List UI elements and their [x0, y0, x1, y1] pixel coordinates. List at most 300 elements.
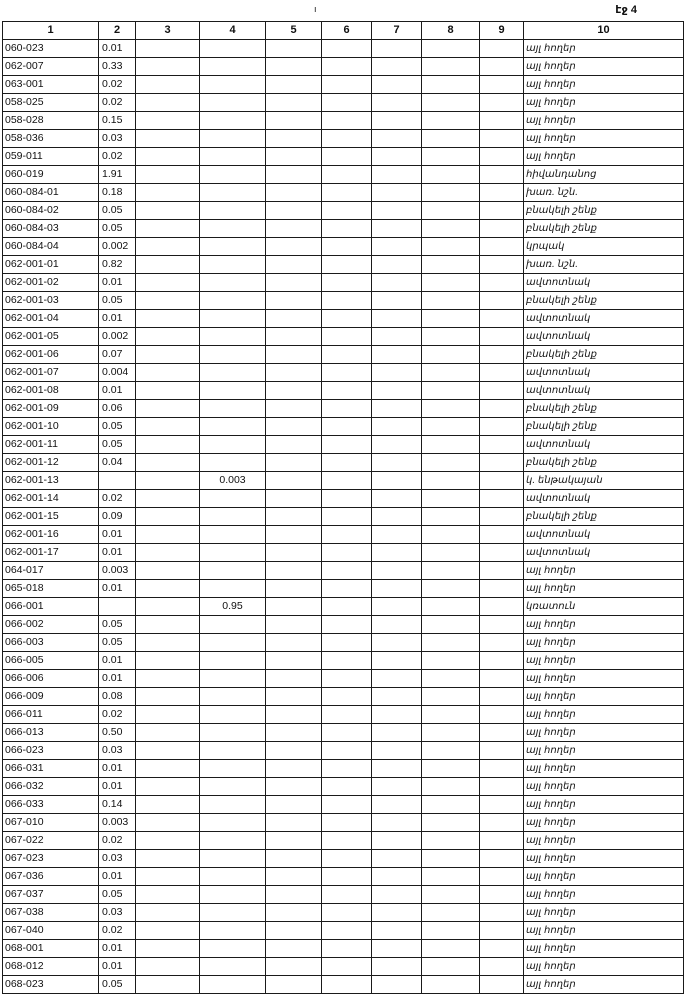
col4-value-cell	[200, 850, 266, 868]
parcel-code-cell: 067-037	[3, 886, 99, 904]
land-use-note-cell: այլ հողեր	[524, 778, 684, 796]
col4-value-cell	[200, 634, 266, 652]
table-row	[3, 328, 684, 346]
table-row	[3, 472, 684, 490]
empty-cell	[422, 220, 480, 238]
col4-value-cell	[200, 616, 266, 634]
empty-cell	[322, 958, 372, 976]
col4-value-cell	[200, 904, 266, 922]
empty-cell	[266, 634, 322, 652]
empty-cell	[266, 40, 322, 58]
parcel-code-cell: 066-006	[3, 670, 99, 688]
empty-cell	[372, 598, 422, 616]
empty-cell	[480, 598, 524, 616]
empty-cell	[372, 904, 422, 922]
col4-value-cell	[200, 706, 266, 724]
empty-cell	[372, 130, 422, 148]
empty-cell	[422, 922, 480, 940]
empty-cell	[372, 850, 422, 868]
land-use-note-cell: այլ հողեր	[524, 940, 684, 958]
col4-value-cell	[200, 652, 266, 670]
land-use-note-cell: այլ հողեր	[524, 670, 684, 688]
empty-cell	[372, 40, 422, 58]
empty-cell	[266, 364, 322, 382]
empty-cell	[136, 850, 200, 868]
empty-cell	[372, 958, 422, 976]
col4-value-cell	[200, 436, 266, 454]
table-row	[3, 220, 684, 238]
col4-value-cell	[200, 418, 266, 436]
area-cell: 0.01	[99, 274, 136, 292]
parcel-code-cell: 062-001-14	[3, 490, 99, 508]
empty-cell	[480, 166, 524, 184]
empty-cell	[422, 436, 480, 454]
area-cell: 0.05	[99, 418, 136, 436]
area-cell: 0.004	[99, 364, 136, 382]
table-row	[3, 706, 684, 724]
empty-cell	[422, 94, 480, 112]
col4-value-cell	[200, 940, 266, 958]
empty-cell	[136, 796, 200, 814]
empty-cell	[136, 490, 200, 508]
parcel-code-cell: 062-001-15	[3, 508, 99, 526]
table-row	[3, 364, 684, 382]
empty-cell	[480, 382, 524, 400]
col4-value-cell	[200, 508, 266, 526]
empty-cell	[322, 886, 372, 904]
empty-cell	[266, 130, 322, 148]
parcel-code-cell: 067-038	[3, 904, 99, 922]
empty-cell	[266, 112, 322, 130]
parcel-code-cell: 062-007	[3, 58, 99, 76]
land-use-note-cell: այլ հողեր	[524, 148, 684, 166]
col4-value-cell	[200, 148, 266, 166]
empty-cell	[322, 796, 372, 814]
empty-cell	[422, 580, 480, 598]
land-use-note-cell: այլ հողեր	[524, 868, 684, 886]
col4-value-cell	[200, 922, 266, 940]
empty-cell	[372, 580, 422, 598]
table-row	[3, 652, 684, 670]
empty-cell	[480, 310, 524, 328]
col4-value-cell	[200, 814, 266, 832]
empty-cell	[322, 40, 372, 58]
empty-cell	[266, 922, 322, 940]
parcel-code-cell: 060-084-02	[3, 202, 99, 220]
area-cell: 0.05	[99, 616, 136, 634]
col4-value-cell	[200, 724, 266, 742]
empty-cell	[372, 616, 422, 634]
empty-cell	[266, 706, 322, 724]
table-row	[3, 202, 684, 220]
area-cell: 0.02	[99, 94, 136, 112]
empty-cell	[136, 454, 200, 472]
empty-cell	[422, 868, 480, 886]
empty-cell	[136, 760, 200, 778]
empty-cell	[422, 904, 480, 922]
empty-cell	[372, 184, 422, 202]
parcel-code-cell: 060-084-04	[3, 238, 99, 256]
col4-value-cell	[200, 94, 266, 112]
empty-cell	[136, 256, 200, 274]
empty-cell	[322, 436, 372, 454]
table-row	[3, 238, 684, 256]
empty-cell	[422, 292, 480, 310]
table-row	[3, 940, 684, 958]
empty-cell	[136, 364, 200, 382]
empty-cell	[136, 472, 200, 490]
col4-value-cell	[200, 112, 266, 130]
empty-cell	[266, 904, 322, 922]
empty-cell	[266, 940, 322, 958]
area-cell: 0.33	[99, 58, 136, 76]
empty-cell	[422, 256, 480, 274]
parcel-code-cell: 059-011	[3, 148, 99, 166]
area-cell: 0.002	[99, 238, 136, 256]
area-cell: 0.05	[99, 220, 136, 238]
area-cell: 0.02	[99, 76, 136, 94]
parcel-code-cell: 062-001-08	[3, 382, 99, 400]
land-use-note-cell: ավտոտնակ	[524, 526, 684, 544]
empty-cell	[322, 904, 372, 922]
empty-cell	[480, 940, 524, 958]
empty-cell	[322, 652, 372, 670]
table-row	[3, 616, 684, 634]
table-row	[3, 814, 684, 832]
empty-cell	[136, 508, 200, 526]
empty-cell	[372, 652, 422, 670]
empty-cell	[136, 58, 200, 76]
parcel-code-cell: 060-019	[3, 166, 99, 184]
empty-cell	[266, 148, 322, 166]
parcel-code-cell: 058-036	[3, 130, 99, 148]
land-use-note-cell: ավտոտնակ	[524, 490, 684, 508]
land-use-note-cell: այլ հողեր	[524, 76, 684, 94]
empty-cell	[266, 202, 322, 220]
area-cell: 0.01	[99, 940, 136, 958]
table-row	[3, 778, 684, 796]
empty-cell	[322, 382, 372, 400]
empty-cell	[480, 634, 524, 652]
empty-cell	[480, 94, 524, 112]
parcel-code-cell: 067-023	[3, 850, 99, 868]
area-cell: 0.05	[99, 976, 136, 994]
empty-cell	[480, 904, 524, 922]
land-use-note-cell: այլ հողեր	[524, 850, 684, 868]
empty-cell	[322, 508, 372, 526]
empty-cell	[422, 526, 480, 544]
empty-cell	[266, 220, 322, 238]
empty-cell	[322, 76, 372, 94]
area-cell: 0.05	[99, 886, 136, 904]
land-use-note-cell: այլ հողեր	[524, 742, 684, 760]
col4-value-cell	[200, 310, 266, 328]
col4-value-cell	[200, 976, 266, 994]
empty-cell	[372, 220, 422, 238]
area-cell: 0.02	[99, 832, 136, 850]
land-use-note-cell: այլ հողեր	[524, 832, 684, 850]
col4-value-cell	[200, 202, 266, 220]
col4-value-cell	[200, 796, 266, 814]
empty-cell	[136, 130, 200, 148]
empty-cell	[266, 508, 322, 526]
empty-cell	[136, 40, 200, 58]
empty-cell	[266, 778, 322, 796]
column-header-2: 2	[99, 22, 136, 40]
table-row	[3, 346, 684, 364]
table-row	[3, 598, 684, 616]
land-use-note-cell: այլ հողեր	[524, 724, 684, 742]
area-cell: 0.06	[99, 400, 136, 418]
col4-value-cell	[200, 256, 266, 274]
empty-cell	[422, 724, 480, 742]
column-header-6: 6	[322, 22, 372, 40]
parcel-code-cell: 066-005	[3, 652, 99, 670]
area-cell: 0.18	[99, 184, 136, 202]
land-use-note-cell: կ. ենթակայան	[524, 472, 684, 490]
empty-cell	[136, 418, 200, 436]
empty-cell	[136, 652, 200, 670]
parcel-code-cell: 068-023	[3, 976, 99, 994]
empty-cell	[480, 670, 524, 688]
empty-cell	[372, 400, 422, 418]
empty-cell	[372, 490, 422, 508]
col4-value-cell	[200, 238, 266, 256]
table-row	[3, 580, 684, 598]
parcel-code-cell: 062-001-12	[3, 454, 99, 472]
land-use-note-cell: այլ հողեր	[524, 814, 684, 832]
empty-cell	[136, 940, 200, 958]
area-cell: 0.002	[99, 328, 136, 346]
empty-cell	[422, 850, 480, 868]
land-use-note-cell: բնակելի շենք	[524, 292, 684, 310]
empty-cell	[266, 652, 322, 670]
empty-cell	[372, 742, 422, 760]
empty-cell	[422, 760, 480, 778]
col4-value-cell	[200, 868, 266, 886]
col4-value-cell	[200, 292, 266, 310]
table-row	[3, 490, 684, 508]
empty-cell	[266, 562, 322, 580]
table-row	[3, 418, 684, 436]
land-use-note-cell: բնակելի շենք	[524, 346, 684, 364]
table-row	[3, 832, 684, 850]
empty-cell	[480, 544, 524, 562]
empty-cell	[422, 148, 480, 166]
land-use-note-cell: կրպակ	[524, 238, 684, 256]
table-row	[3, 796, 684, 814]
land-use-note-cell: այլ հողեր	[524, 580, 684, 598]
parcel-code-cell: 060-023	[3, 40, 99, 58]
column-header-8: 8	[422, 22, 480, 40]
table-row	[3, 166, 684, 184]
empty-cell	[372, 724, 422, 742]
empty-cell	[136, 580, 200, 598]
col4-value-cell	[200, 670, 266, 688]
empty-cell	[480, 400, 524, 418]
empty-cell	[322, 256, 372, 274]
page-number-label: էջ 4	[615, 4, 637, 16]
empty-cell	[136, 94, 200, 112]
empty-cell	[422, 490, 480, 508]
empty-cell	[422, 706, 480, 724]
area-cell: 0.08	[99, 688, 136, 706]
col4-value-cell	[200, 328, 266, 346]
empty-cell	[422, 670, 480, 688]
parcel-code-cell: 062-001-02	[3, 274, 99, 292]
table-row	[3, 904, 684, 922]
empty-cell	[372, 472, 422, 490]
empty-cell	[322, 760, 372, 778]
empty-cell	[372, 832, 422, 850]
col4-value-cell	[200, 544, 266, 562]
empty-cell	[266, 526, 322, 544]
empty-cell	[136, 922, 200, 940]
empty-cell	[422, 778, 480, 796]
empty-cell	[322, 202, 372, 220]
empty-cell	[322, 400, 372, 418]
empty-cell	[372, 814, 422, 832]
empty-cell	[372, 508, 422, 526]
empty-cell	[422, 328, 480, 346]
table-row	[3, 850, 684, 868]
area-cell	[99, 472, 136, 490]
empty-cell	[266, 94, 322, 112]
empty-cell	[422, 472, 480, 490]
land-use-note-cell: այլ հողեր	[524, 130, 684, 148]
empty-cell	[322, 238, 372, 256]
empty-cell	[322, 526, 372, 544]
empty-cell	[372, 364, 422, 382]
land-use-note-cell: ավտոտնակ	[524, 544, 684, 562]
empty-cell	[480, 724, 524, 742]
empty-cell	[480, 364, 524, 382]
empty-cell	[322, 472, 372, 490]
empty-cell	[372, 868, 422, 886]
empty-cell	[372, 256, 422, 274]
empty-cell	[422, 832, 480, 850]
col4-value-cell	[200, 364, 266, 382]
table-row	[3, 382, 684, 400]
col4-value-cell	[200, 454, 266, 472]
empty-cell	[480, 922, 524, 940]
area-cell: 0.50	[99, 724, 136, 742]
empty-cell	[372, 670, 422, 688]
empty-cell	[322, 922, 372, 940]
area-cell: 0.03	[99, 130, 136, 148]
col4-value-cell	[200, 58, 266, 76]
empty-cell	[480, 814, 524, 832]
area-cell: 0.03	[99, 904, 136, 922]
empty-cell	[136, 670, 200, 688]
empty-cell	[422, 814, 480, 832]
empty-cell	[422, 652, 480, 670]
table-row	[3, 184, 684, 202]
column-header-7: 7	[372, 22, 422, 40]
empty-cell	[422, 544, 480, 562]
empty-cell	[480, 508, 524, 526]
empty-cell	[480, 184, 524, 202]
area-cell: 0.01	[99, 868, 136, 886]
area-cell: 0.01	[99, 382, 136, 400]
area-cell: 0.003	[99, 562, 136, 580]
col4-value-cell	[200, 688, 266, 706]
land-use-note-cell: ավտոտնակ	[524, 274, 684, 292]
empty-cell	[136, 778, 200, 796]
col4-value-cell	[200, 580, 266, 598]
empty-cell	[372, 148, 422, 166]
empty-cell	[266, 868, 322, 886]
empty-cell	[372, 796, 422, 814]
empty-cell	[136, 904, 200, 922]
empty-cell	[480, 76, 524, 94]
empty-cell	[480, 220, 524, 238]
area-cell: 0.14	[99, 796, 136, 814]
empty-cell	[422, 310, 480, 328]
empty-cell	[266, 490, 322, 508]
empty-cell	[372, 94, 422, 112]
empty-cell	[266, 310, 322, 328]
col4-value-cell	[200, 76, 266, 94]
empty-cell	[322, 940, 372, 958]
empty-cell	[266, 742, 322, 760]
empty-cell	[136, 976, 200, 994]
table-row	[3, 742, 684, 760]
parcel-code-cell: 062-001-13	[3, 472, 99, 490]
empty-cell	[322, 310, 372, 328]
empty-cell	[480, 490, 524, 508]
empty-cell	[136, 382, 200, 400]
land-use-note-cell: խառ. նշն.	[524, 256, 684, 274]
area-cell: 0.07	[99, 346, 136, 364]
empty-cell	[266, 454, 322, 472]
area-cell: 0.82	[99, 256, 136, 274]
column-header-3: 3	[136, 22, 200, 40]
land-use-note-cell: ավտոտնակ	[524, 382, 684, 400]
empty-cell	[480, 742, 524, 760]
empty-cell	[322, 598, 372, 616]
empty-cell	[480, 454, 524, 472]
empty-cell	[322, 706, 372, 724]
empty-cell	[372, 634, 422, 652]
parcel-code-cell: 062-001-06	[3, 346, 99, 364]
empty-cell	[480, 274, 524, 292]
empty-cell	[480, 868, 524, 886]
land-use-note-cell: այլ հողեր	[524, 58, 684, 76]
area-cell: 0.01	[99, 778, 136, 796]
empty-cell	[136, 310, 200, 328]
area-cell: 1.91	[99, 166, 136, 184]
empty-cell	[422, 598, 480, 616]
area-cell: 0.09	[99, 508, 136, 526]
land-use-note-cell: այլ հողեր	[524, 562, 684, 580]
empty-cell	[480, 886, 524, 904]
empty-cell	[480, 472, 524, 490]
empty-cell	[322, 130, 372, 148]
parcel-code-cell: 067-040	[3, 922, 99, 940]
table-row	[3, 256, 684, 274]
land-use-note-cell: այլ հողեր	[524, 40, 684, 58]
parcel-code-cell: 066-001	[3, 598, 99, 616]
parcel-code-cell: 058-025	[3, 94, 99, 112]
empty-cell	[372, 760, 422, 778]
empty-cell	[136, 292, 200, 310]
empty-cell	[136, 328, 200, 346]
empty-cell	[322, 220, 372, 238]
empty-cell	[266, 328, 322, 346]
empty-cell	[372, 886, 422, 904]
empty-cell	[422, 454, 480, 472]
